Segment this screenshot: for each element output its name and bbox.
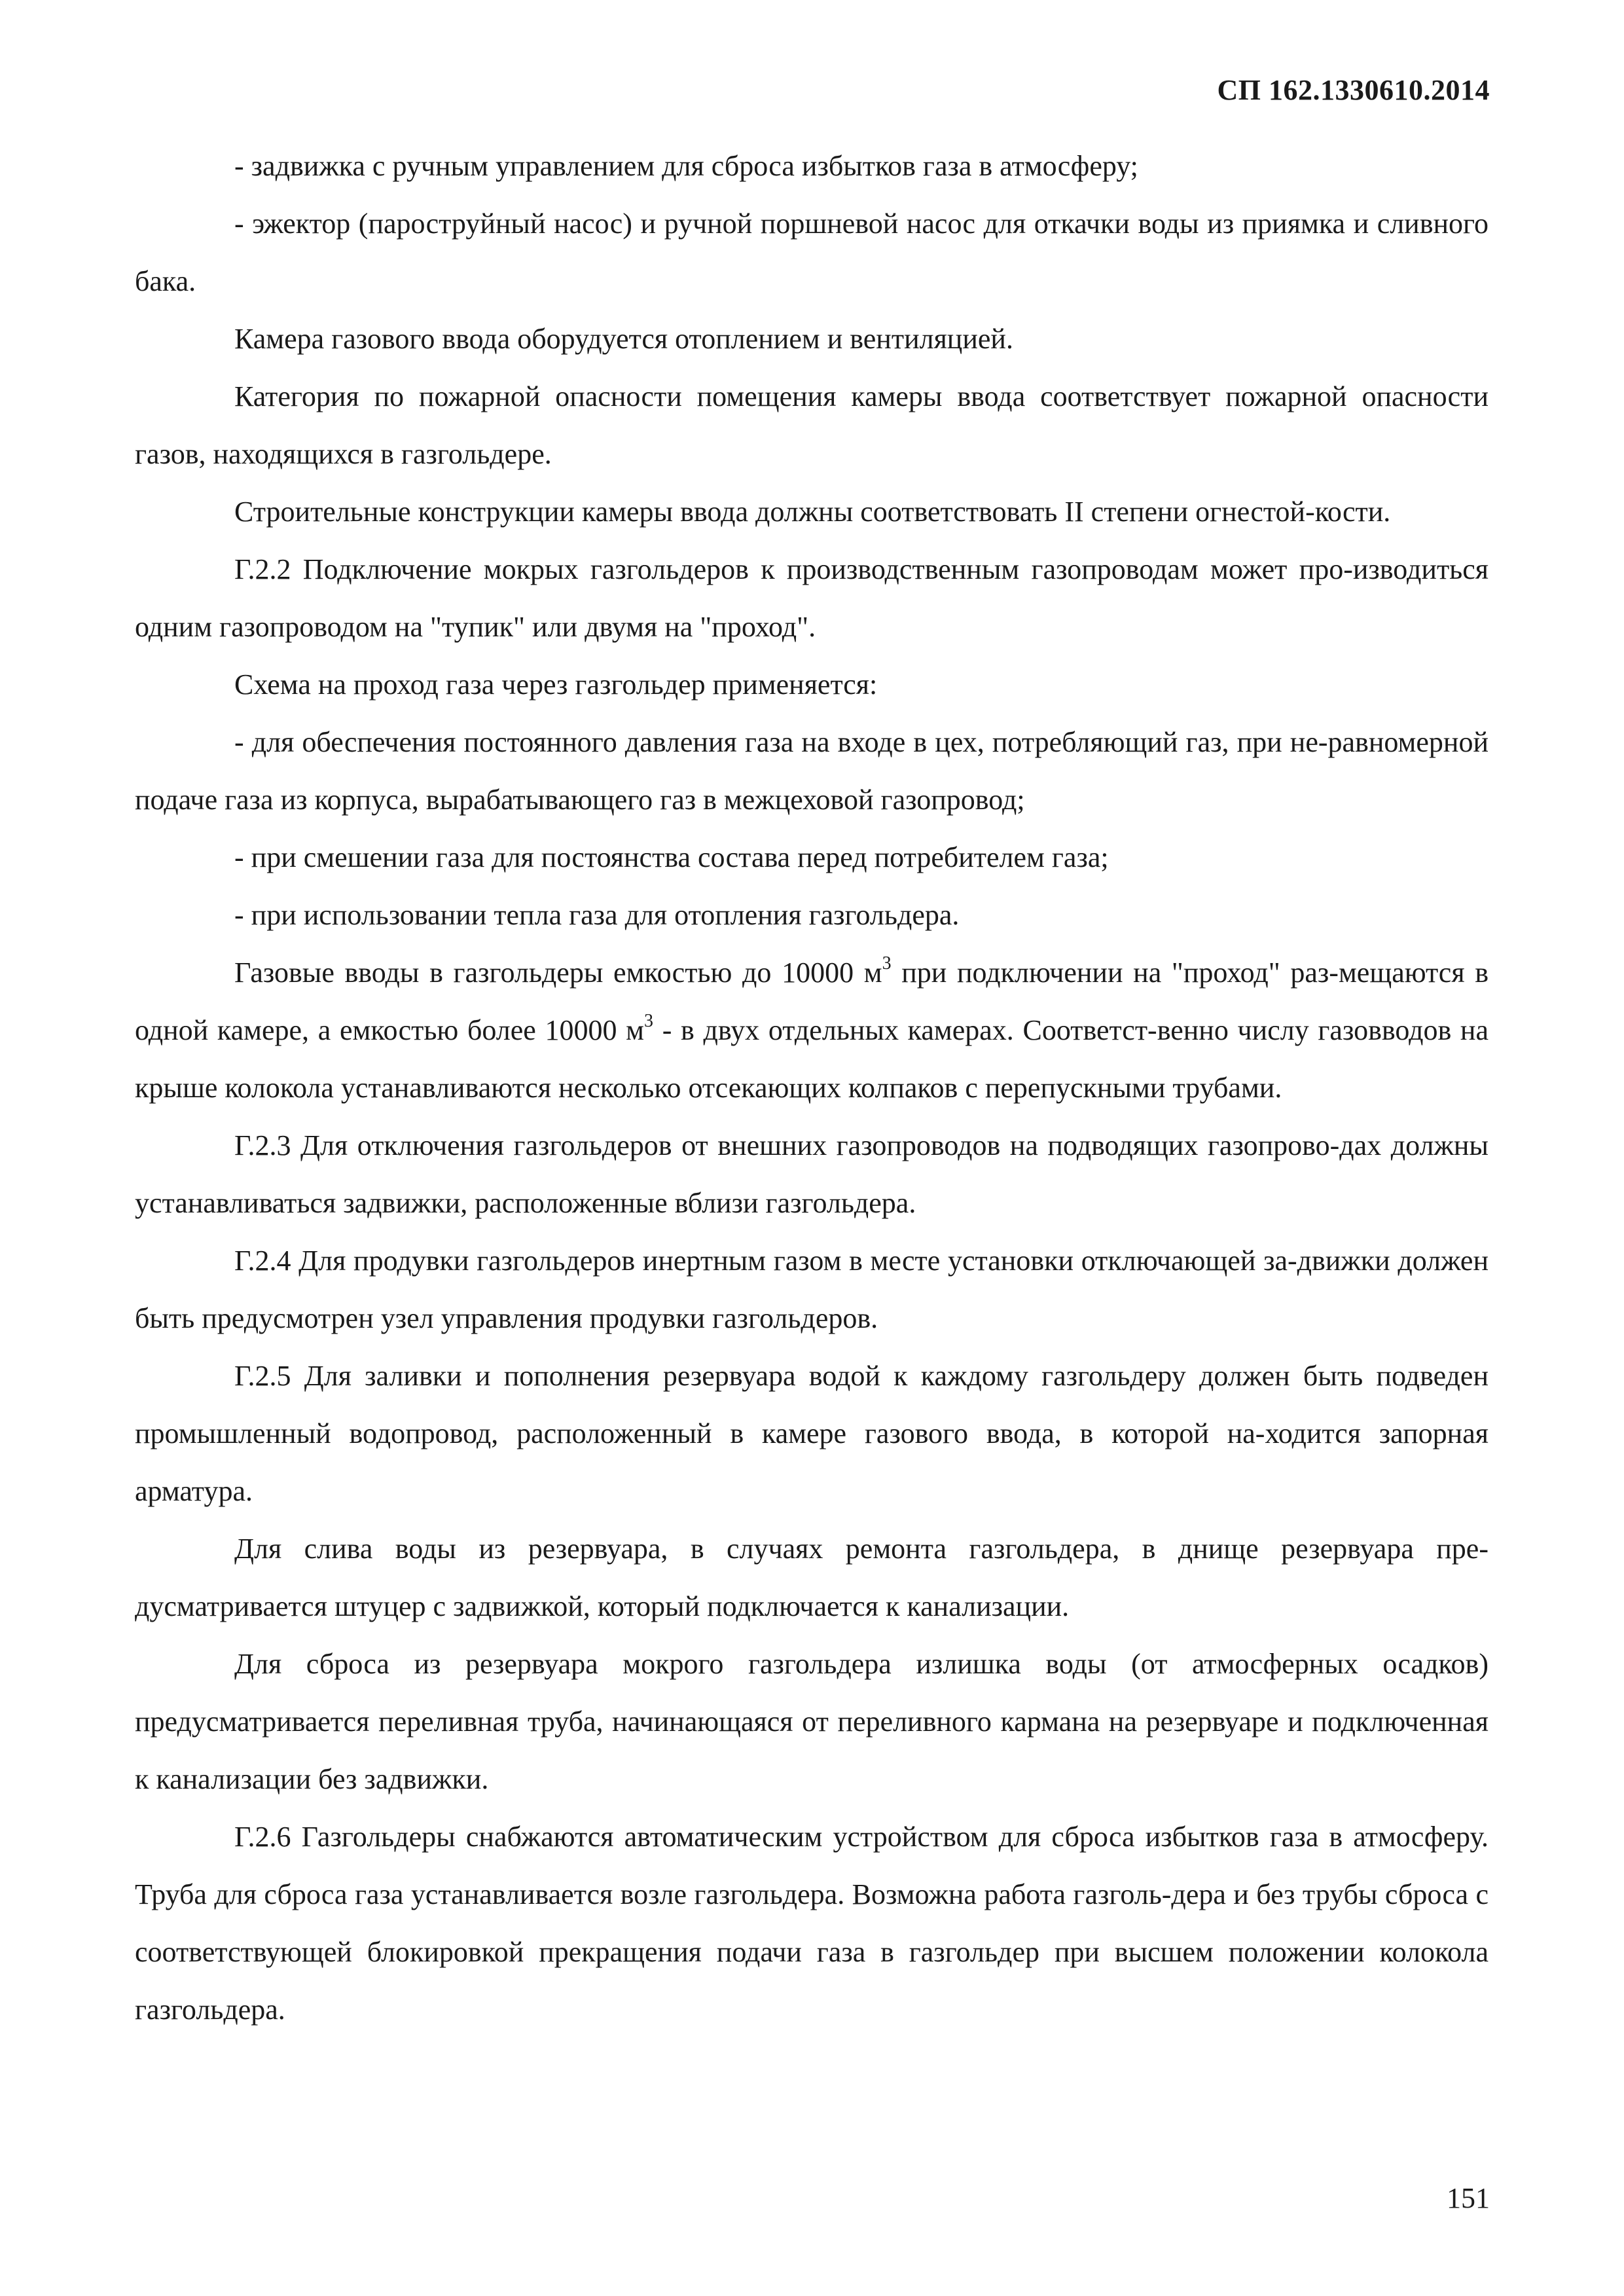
paragraph: Г.2.4 Для продувки газгольдеров инертным газом в месте установки отключающей за-движки должен быть предусмотрен узел управления продувки газгольдеров. (135, 1245, 1489, 1334)
gas-inputs-paragraph (135, 944, 1489, 1117)
document-code-header: СП 162.1330610.2014 (1217, 74, 1490, 106)
paragraph: Схема на проход газа через газгольдер применяется: (234, 668, 878, 701)
paragraph: Камера газового ввода оборудуется отоплением и вентиляцией. (234, 323, 1013, 355)
paragraph: Для слива воды из резервуара, в случаях ремонта газгольдера, в днище резервуара пре-дусматривается штуцер с задвижкой, который подключается к канализации. (135, 1533, 1489, 1622)
paragraph: Г.2.6 Газгольдеры снабжаются автоматическим устройством для сброса избытков газа в атмосферу. Труба для сброса газа устанавливается возле газгольдера. Возможна работа газголь-дера и без трубы сброса с соответствующей блокировкой прекращения подачи газа в газгольдер при высшем положении колокола газгольдера. (135, 1821, 1489, 2026)
document-body (135, 137, 1489, 2039)
paragraph: - при использовании тепла газа для отопления газгольдера. (234, 899, 960, 931)
paragraph: Строительные конструкции камеры ввода должны соответствовать II степени огнестой-кости. (234, 496, 1391, 528)
paragraph: Категория по пожарной опасности помещения камеры ввода соответствует пожарной опасности газов, находящихся в газгольдере. (135, 380, 1489, 470)
paragraph: - эжектор (пароструйный насос) и ручной поршневой насос для откачки воды из приямка и сливного бака. (135, 208, 1489, 297)
paragraph-text: Газовые вводы в газгольдеры емкостью до 10000 м (234, 957, 882, 989)
superscript: 3 (882, 953, 892, 974)
paragraph: Для сброса из резервуара мокрого газгольдера излишка воды (от атмосферных осадков) предусматривается переливная труба, начинающаяся от переливного кармана на резервуаре и подключенная к канализации без задвижки. (135, 1648, 1489, 1795)
paragraph: - для обеспечения постоянного давления газа на входе в цех, потребляющий газ, при не-равномерной подаче газа из корпуса, вырабатывающего газ в межцеховой газопровод; (135, 726, 1489, 816)
paragraph: - задвижка с ручным управлением для сброса избытков газа в атмосферу; (234, 150, 1138, 182)
paragraph: Г.2.2 Подключение мокрых газгольдеров к производственным газопроводам может про-изводиться одним газопроводом на "тупик" или двумя на "проход". (135, 553, 1489, 643)
superscript: 3 (644, 1011, 653, 1032)
paragraph-text: при подключении на "проход" раз-мещаются в одной камере, а емкостью более 10000 м (135, 957, 1489, 1046)
page-number: 151 (1447, 2182, 1490, 2214)
paragraph: Г.2.5 Для заливки и пополнения резервуара водой к каждому газгольдеру должен быть подведен промышленный водопровод, расположенный в камере газового ввода, в которой на-ходится запорная арматура. (135, 1360, 1489, 1507)
paragraph: Г.2.3 Для отключения газгольдеров от внешних газопроводов на подводящих газопрово-дах должны устанавливаться задвижки, расположенные вблизи газгольдера. (135, 1129, 1489, 1219)
paragraph-text: - в двух отдельных камерах. Соответст-венно числу газовводов на крыше колокола устанавливаются несколько отсекающих колпаков с перепускными трубами. (135, 1014, 1489, 1104)
paragraph: - при смешении газа для постоянства состава перед потребителем газа; (234, 841, 1109, 873)
